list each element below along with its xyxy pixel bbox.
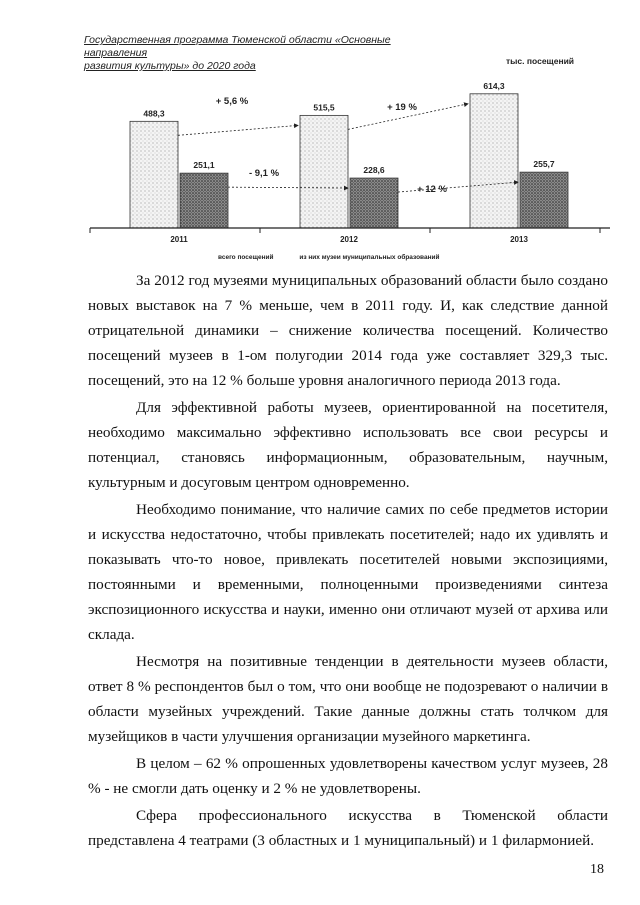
category-label-2012: 2012 bbox=[340, 235, 358, 244]
bar-municipal-2011 bbox=[180, 173, 228, 228]
header-line-1: Государственная программа Тюменской области «Основные направления bbox=[84, 34, 391, 59]
chart-legend bbox=[218, 254, 463, 261]
paragraph: Для эффективной работы музеев, ориентированной на посетителя, необходимо максимально эффективно использовать все свои ресурсы и потенциал, становясь информационным, образовательным, научным, культурным и досуговым центром одновременно. bbox=[88, 399, 608, 491]
legend-series-1: всего посещений bbox=[218, 254, 274, 261]
change-annotation: + 19 % bbox=[387, 102, 417, 113]
bar-value-label: 515,5 bbox=[313, 102, 335, 113]
bar-value-label: 251,1 bbox=[193, 160, 215, 171]
paragraph: Необходимо понимание, что наличие самих по себе предметов истории и искусства недостаточно, чтобы привлекать посетителей; надо их удивлять и показывать что-то новое, привлекать посетителей новыми экспозициями, постоянными и временными, полноценными произведениями синтеза экспозиционного искусства и науки, именно они отличают музей от архива или склада. bbox=[88, 501, 608, 643]
chart-units-label: тыс. посещений bbox=[506, 56, 575, 66]
body-text bbox=[88, 268, 608, 853]
bar-total-2013 bbox=[470, 94, 518, 228]
paragraph: В целом – 62 % опрошенных удовлетворены качеством услуг музеев, 28 % - не смогли дать оценку и 2 % не удовлетворены. bbox=[88, 755, 608, 797]
visits-bar-chart bbox=[84, 66, 614, 252]
bar-value-label: 614,3 bbox=[483, 80, 505, 91]
page-number: 18 bbox=[590, 862, 604, 877]
trend-arrow bbox=[178, 125, 298, 135]
bar-municipal-2012 bbox=[350, 178, 398, 228]
bar-value-label: 255,7 bbox=[533, 159, 555, 170]
bar-total-2012 bbox=[300, 115, 348, 228]
bar-value-label: 228,6 bbox=[363, 165, 385, 176]
change-annotation: - 9,1 % bbox=[248, 168, 280, 179]
bar-total-2011 bbox=[130, 121, 178, 228]
paragraph: За 2012 год музеями муниципальных образований области было создано новых выставок на 7 % меньше, чем в 2011 году. И, как следствие данной отрицательной динамики – снижение количества посещений. Количество посещений музеев в 1-ом полугодии 2014 года уже составляет 329,3 тыс. посещений, это на 12 % больше уровня аналогичного периода 2013 года. bbox=[88, 272, 608, 389]
paragraph: Сфера профессионального искусства в Тюменской области представлена 4 театрами (3 областных и 1 муниципальный) и 1 филармонией. bbox=[88, 807, 608, 849]
legend-series-2: из них музеи муниципальных образований bbox=[299, 254, 440, 261]
category-label-2013: 2013 bbox=[510, 235, 528, 244]
bar-municipal-2013 bbox=[520, 172, 568, 228]
category-label-2011: 2011 bbox=[170, 235, 188, 244]
change-annotation: + 12 % bbox=[417, 184, 447, 195]
paragraph: Несмотря на позитивные тенденции в деятельности музеев области, ответ 8 % респондентов был о том, что они вообще не подозревают о наличии в области музейных учреждений. Такие данные должны стать толчком для музейщиков в части улучшения организации музейного маркетинга. bbox=[88, 653, 608, 745]
change-annotation: + 5,6 % bbox=[215, 96, 249, 107]
header-line-2: развития культуры» до 2020 года bbox=[84, 60, 256, 72]
bar-value-label: 488,3 bbox=[143, 108, 165, 119]
